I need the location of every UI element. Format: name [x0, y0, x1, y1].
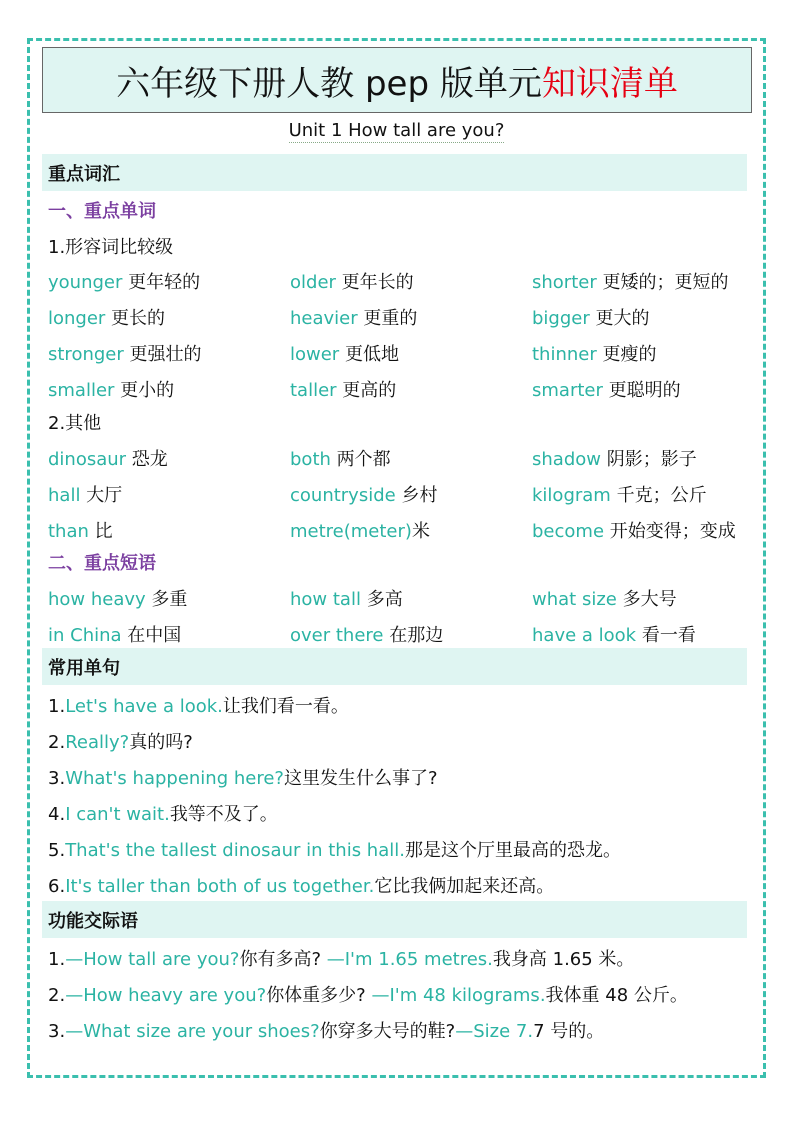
- section-sentences-label: 常用单句: [48, 657, 120, 679]
- sentence-number: 4.: [48, 804, 66, 825]
- vocab-item: [48, 445, 168, 471]
- section-functional: [42, 901, 747, 938]
- vocab-item: [532, 517, 736, 543]
- vocab-meaning: 阴影；影子: [600, 449, 697, 470]
- vocab-meaning: 更长的: [105, 308, 166, 329]
- sentence-line: [48, 728, 193, 754]
- page-title: [42, 47, 752, 113]
- vocab-word: dinosaur: [48, 449, 127, 470]
- vocab-meaning: 更重的: [357, 308, 418, 329]
- dialogue-question: —What size are your shoes?: [65, 1021, 320, 1042]
- vocab-row: [48, 376, 753, 406]
- vocab-word: bigger: [532, 308, 590, 329]
- vocab-item: [290, 340, 399, 366]
- dialogue-answer: —I'm 1.65 metres.: [326, 949, 493, 970]
- sentence-line: [48, 764, 438, 790]
- vocab-item: [532, 621, 696, 647]
- vocab-word: than: [48, 521, 89, 542]
- dialogue-answer: —I'm 48 kilograms.: [371, 985, 546, 1006]
- vocab-meaning: 更小的: [114, 380, 175, 401]
- dialogue-answer-zh: 7 号的。: [533, 1021, 605, 1042]
- sentence-line: [48, 836, 621, 862]
- vocab-word: older: [290, 272, 336, 293]
- dialogue-answer-zh: 我身高 1.65 米。: [492, 949, 635, 970]
- vocab-meaning: 更高的: [336, 380, 397, 401]
- sentence-line: [48, 692, 349, 718]
- subhead-words: 一、重点单词: [48, 201, 156, 222]
- sentence-en: What's happening here?: [65, 768, 284, 789]
- sentence-zh: 让我们看一看。: [222, 696, 349, 717]
- dialogue-number: 1.: [48, 949, 66, 970]
- vocab-item: [290, 481, 437, 507]
- dialogue-question-zh: 你穿多大号的鞋?: [319, 1021, 456, 1042]
- vocab-row: [48, 304, 753, 334]
- vocab-meaning: 比: [88, 521, 113, 542]
- vocab-item: [532, 585, 677, 611]
- dialogue-question: —How tall are you?: [65, 949, 240, 970]
- vocab-meaning: 更矮的；更短的: [596, 272, 729, 293]
- section-vocab: [42, 154, 747, 191]
- vocab-meaning: 在那边: [383, 625, 444, 646]
- vocab-word: smaller: [48, 380, 115, 401]
- dialogue-number: 3.: [48, 1021, 66, 1042]
- sentence-en: I can't wait.: [65, 804, 170, 825]
- vocab-meaning: 更瘦的: [596, 344, 657, 365]
- sentence-zh: 它比我俩加起来还高。: [374, 876, 555, 897]
- vocab-item: [290, 585, 403, 611]
- vocab-item: [48, 585, 187, 611]
- vocab-word: over there: [290, 625, 384, 646]
- vocab-item: [532, 268, 728, 294]
- dialogue-question-zh: 你体重多少?: [266, 985, 372, 1006]
- section-sentences: [42, 648, 747, 685]
- dialogue-number: 2.: [48, 985, 66, 1006]
- vocab-meaning: 开始变得；变成: [604, 521, 736, 542]
- sentence-number: 6.: [48, 876, 66, 897]
- vocab-word: what size: [532, 589, 617, 610]
- vocab-word: shorter: [532, 272, 597, 293]
- vocab-word: stronger: [48, 344, 124, 365]
- vocab-word: in China: [48, 625, 122, 646]
- vocab-word: smarter: [532, 380, 603, 401]
- vocab-item: [532, 340, 657, 366]
- group-others: 2.其他: [48, 413, 102, 434]
- vocab-item: [290, 304, 417, 330]
- vocab-word: both: [290, 449, 331, 470]
- subhead-phrases: 二、重点短语: [48, 553, 156, 574]
- title-main: 六年级下册人教 pep 版单元: [116, 63, 542, 104]
- vocab-word: how tall: [290, 589, 361, 610]
- vocab-item: [532, 445, 697, 471]
- vocab-meaning: 米: [411, 521, 430, 542]
- sentence-zh: 我等不及了。: [169, 804, 278, 825]
- vocab-meaning: 多大号: [616, 589, 677, 610]
- vocab-meaning: 更聪明的: [602, 380, 681, 401]
- vocab-word: shadow: [532, 449, 601, 470]
- vocab-meaning: 多重: [145, 589, 188, 610]
- vocab-word: metre(meter): [290, 521, 412, 542]
- vocab-row: [48, 445, 753, 475]
- vocab-word: lower: [290, 344, 340, 365]
- dialogue-line: [48, 945, 634, 971]
- sentence-en: It's taller than both of us together.: [65, 876, 375, 897]
- group-comparative: 1.形容词比较级: [48, 237, 174, 258]
- vocab-word: countryside: [290, 485, 396, 506]
- sentence-en: Let's have a look.: [65, 696, 223, 717]
- vocab-meaning: 两个都: [330, 449, 391, 470]
- vocab-item: [290, 376, 396, 402]
- vocab-meaning: 千克；公斤: [610, 485, 707, 506]
- sentence-zh: 这里发生什么事了?: [283, 768, 438, 789]
- vocab-word: how heavy: [48, 589, 146, 610]
- vocab-meaning: 恐龙: [126, 449, 168, 470]
- vocab-meaning: 看一看: [636, 625, 696, 646]
- vocab-row: [48, 517, 753, 547]
- vocab-item: [290, 621, 443, 647]
- vocab-item: [532, 481, 707, 507]
- vocab-word: kilogram: [532, 485, 611, 506]
- vocab-row: [48, 340, 753, 370]
- section-functional-label: 功能交际语: [48, 910, 138, 932]
- sentence-number: 3.: [48, 768, 66, 789]
- vocab-item: [48, 481, 122, 507]
- vocab-row: [48, 621, 753, 651]
- vocab-word: thinner: [532, 344, 597, 365]
- vocab-word: taller: [290, 380, 337, 401]
- dialogue-question: —How heavy are you?: [65, 985, 267, 1006]
- sentence-number: 2.: [48, 732, 66, 753]
- vocab-meaning: 更年长的: [335, 272, 414, 293]
- vocab-row: [48, 585, 753, 615]
- section-vocab-label: 重点词汇: [48, 163, 120, 185]
- vocab-item: [290, 445, 391, 471]
- dialogue-question-zh: 你有多高?: [239, 949, 327, 970]
- dialogue-answer-zh: 我体重 48 公斤。: [545, 985, 688, 1006]
- vocab-meaning: 乡村: [395, 485, 438, 506]
- vocab-meaning: 更强壮的: [123, 344, 202, 365]
- sentence-line: [48, 800, 278, 826]
- vocab-item: [48, 621, 181, 647]
- vocab-word: longer: [48, 308, 106, 329]
- vocab-meaning: 更低地: [339, 344, 399, 365]
- vocab-word: have a look: [532, 625, 637, 646]
- vocab-meaning: 多高: [360, 589, 403, 610]
- vocab-meaning: 大厅: [80, 485, 123, 506]
- unit-heading: [0, 120, 793, 141]
- sentence-number: 5.: [48, 840, 66, 861]
- vocab-item: [532, 376, 681, 402]
- sentence-number: 1.: [48, 696, 66, 717]
- vocab-meaning: 更大的: [589, 308, 650, 329]
- sentence-en: Really?: [65, 732, 130, 753]
- vocab-item: [48, 376, 174, 402]
- vocab-item: [48, 268, 200, 294]
- vocab-word: become: [532, 521, 605, 542]
- vocab-item: [290, 268, 414, 294]
- sentence-en: That's the tallest dinosaur in this hall.: [65, 840, 405, 861]
- unit-text: Unit 1 How tall are you?: [288, 120, 505, 141]
- vocab-word: heavier: [290, 308, 358, 329]
- vocab-item: [48, 517, 113, 543]
- sentence-zh: 真的吗?: [129, 732, 193, 753]
- vocab-item: [532, 304, 650, 330]
- vocab-meaning: 更年轻的: [122, 272, 201, 293]
- title-highlight: 知识清单: [541, 63, 678, 104]
- dialogue-line: [48, 981, 688, 1007]
- vocab-word: hall: [48, 485, 81, 506]
- vocab-item: [48, 304, 165, 330]
- vocab-item: [48, 340, 202, 366]
- vocab-word: younger: [48, 272, 123, 293]
- sentence-zh: 那是这个厅里最高的恐龙。: [404, 840, 621, 861]
- dialogue-answer: —Size 7.: [455, 1021, 534, 1042]
- dialogue-line: [48, 1017, 604, 1043]
- vocab-row: [48, 268, 753, 298]
- vocab-item: [290, 517, 430, 543]
- vocab-row: [48, 481, 753, 511]
- vocab-meaning: 在中国: [121, 625, 182, 646]
- sentence-line: [48, 872, 554, 898]
